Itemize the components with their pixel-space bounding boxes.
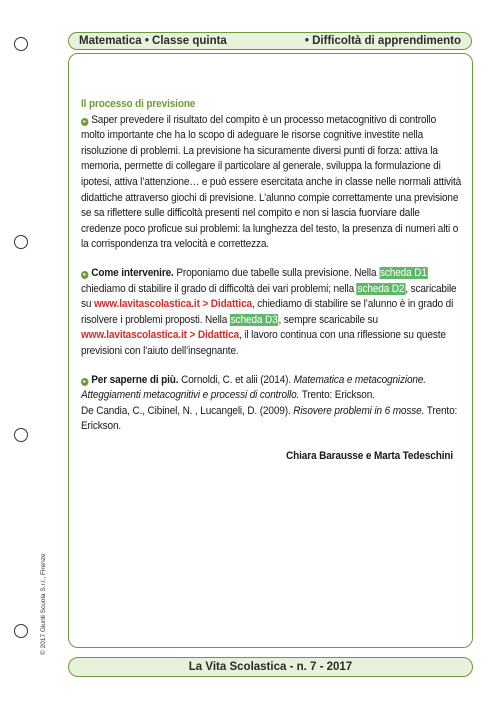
article-body — [81, 97, 462, 464]
bullet-arrow-icon: ▸ — [81, 118, 88, 126]
binder-hole-3 — [14, 428, 28, 442]
header-topic: • Difficoltà di apprendimento — [304, 35, 461, 47]
copyright-notice: © 2017 Giunti Scuola S.r.l., Firenze — [40, 553, 47, 655]
scheda-d3-link[interactable]: scheda D3 — [230, 313, 278, 326]
page-header — [68, 32, 472, 50]
scheda-d1-link[interactable]: scheda D1 — [380, 266, 427, 279]
ref2-title: Risovere problemi in 6 mosse. — [293, 404, 425, 417]
lead-come-intervenire: Come intervenire. — [91, 266, 174, 279]
paragraph-intervenire: ▸ Come intervenire. Proponiamo due tabelle sulla previsione. Nella scheda D1 chiediamo di stabilire il grado di difficoltà dei vari problemi; nella scheda D2, scaricabile su www.lavitascolastica.it > Didattica, chiediamo di stabilire se l’alunno è in grado di risolvere i problemi proposti. Nella scheda D3, sempre scaricabile su www.lavitascolastica.it > Didattica, il lavoro continua con una riflessione su queste previsioni con l’aiuto dell’insegnante. — [81, 266, 457, 357]
bullet-arrow-icon: ▸ — [81, 378, 88, 386]
page-footer: La Vita Scolastica - n. 7 - 2017 — [68, 657, 473, 677]
section-heading: Il processo di previsione — [81, 98, 196, 110]
bullet-arrow-icon: ▸ — [81, 271, 88, 279]
author-signature: Chiara Barausse e Marta Tedeschini — [286, 449, 453, 462]
ref1-title: Matematica e metacognizione. Atteggiamenti metacognitivi e processi di controllo. — [81, 373, 426, 402]
scheda-d2-link[interactable]: scheda D2 — [357, 282, 405, 295]
website-link-2[interactable]: www.lavitascolastica.it > Didattica — [81, 329, 239, 342]
paragraph-previsione: ▸ Saper prevedere il risultato del compito è un processo metacognitivo di controllo molto importante che ha lo scopo di adeguare le risorse cognitive investite nella risoluzione di problemi. La previsione ha sicuramente diversi punti di forza: attiva la memoria, permette di collegare il particolare al generale, sviluppa la formulazione di ipotesi, attiva l’attenzione… e può essere esercitata anche in classe nelle normali attività didattiche attraverso giochi di previsione. L’alunno compie correttamente una previsione se sa riflettere sulle difficoltà presenti nel compito e non si lascia fuorviare dalle credenze poco proficue sui problemi: la lunghezza del testo, la presenza di numeri alti o la corrispondenza tra velocità e correttezza. — [81, 113, 462, 251]
binder-hole-1 — [14, 37, 28, 51]
paragraph-bibliografia: ▸ Per saperne di più. Cornoldi, C. et alii (2014). Matematica e metacognizione. Atteggiamenti metacognitivi e processi di controllo. Trento: Erickson. De Candia, C., Cibinel, N. , Lucangeli, D. (2009). Risovere problemi in 6 mosse. Trento: Erickson. — [81, 373, 458, 433]
lead-per-saperne: Per saperne di più. — [91, 373, 179, 386]
binder-hole-4 — [14, 624, 28, 638]
binder-hole-2 — [14, 235, 28, 249]
website-link-1[interactable]: www.lavitascolastica.it > Didattica — [93, 298, 252, 311]
header-subject: Matematica • Classe quinta — [79, 35, 227, 47]
